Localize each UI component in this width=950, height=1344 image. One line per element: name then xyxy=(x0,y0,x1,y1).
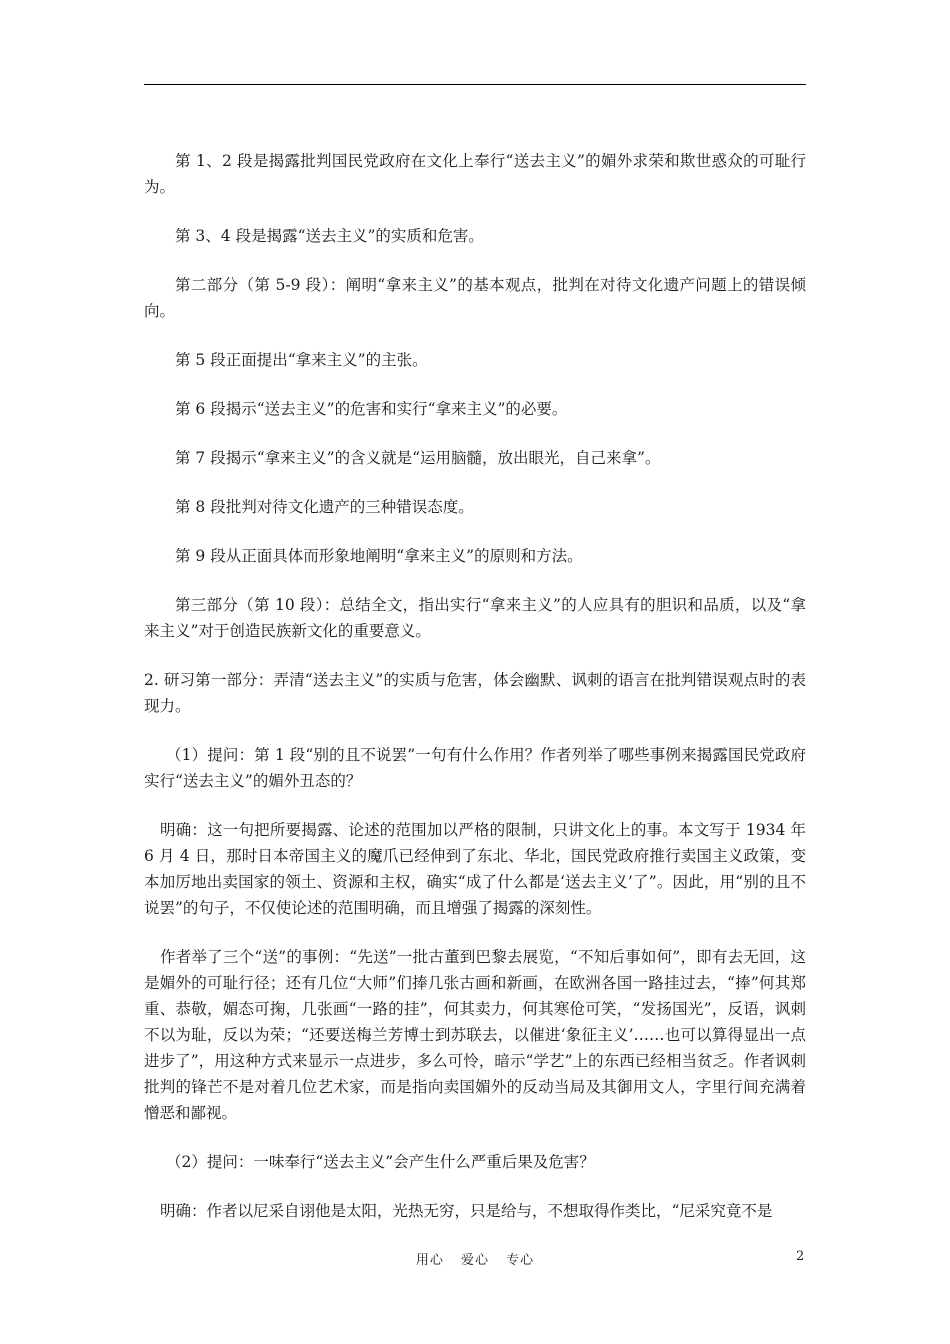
footer-motto-word: 专心 xyxy=(506,1253,535,1268)
paragraph: 第 5 段正面提出“拿来主义”的主张。 xyxy=(175,351,428,369)
paragraph: 第 7 段揭示“拿来主义”的含义就是“运用脑髓，放出眼光，自己来拿”。 xyxy=(175,449,661,467)
paragraph: 第三部分（第 10 段）：总结全文，指出实行“拿来主义”的人应具有的胆识和品质，以及“拿来主义”对于创造民族新文化的重要意义。 xyxy=(144,596,806,640)
footer-motto-word: 爱心 xyxy=(460,1253,489,1268)
question: （1）提问：第 1 段“别的且不说罢”一句有什么作用？作者列举了哪些事例来揭露国民党政府实行“送去主义”的媚外丑态的？ xyxy=(144,746,806,790)
paragraph: 作者举了三个“送”的事例：“先送”一批古董到巴黎去展览，“不知后事如何”，即有去无回，这是媚外的可耻行径；还有几位“大师”们捧几张古画和新画，在欧洲各国一路挂过去，“捧”何其郑重、恭敬，媚态可掬，几张画“一路的挂”，何其卖力，何其寒伧可笑，“发扬国光”，反语，讽刺不以为耻，反以为荣；“还要送梅兰芳博士到苏联去，以催进‘象征主义’……也可以算得显出一点进步了”，用这种方式来显示一点进步，多么可怜，暗示“学艺”上的东西已经相当贫乏。作者讽刺批判的锋芒不是对着几位艺术家，而是指向卖国媚外的反动当局及其御用文人，字里行间充满着憎恶和鄙视。 xyxy=(144,948,806,1122)
paragraph: 第 1、2 段是揭露批判国民党政府在文化上奉行“送去主义”的媚外求荣和欺世惑众的可耻行为。 xyxy=(144,152,806,196)
header-rule xyxy=(144,84,806,85)
paragraph: 第 6 段揭示“送去主义”的危害和实行“拿来主义”的必要。 xyxy=(175,400,568,418)
paragraph: 第 3、4 段是揭露“送去主义”的实质和危害。 xyxy=(175,227,484,245)
paragraph: 第 9 段从正面具体而形象地阐明“拿来主义”的原则和方法。 xyxy=(175,547,583,565)
answer: 明确：作者以尼采自诩他是太阳，光热无穷，只是给与，不想取得作类比，“尼采究竟不是 xyxy=(160,1202,773,1220)
question: （2）提问：一味奉行“送去主义”会产生什么严重后果及危害？ xyxy=(166,1153,595,1171)
paragraph: 第二部分（第 5-9 段）：阐明“拿来主义”的基本观点，批判在对待文化遗产问题上的错误倾向。 xyxy=(144,276,806,320)
footer-motto-word: 用心 xyxy=(415,1253,444,1268)
footer-motto xyxy=(0,1249,950,1268)
document-body xyxy=(144,148,806,1224)
paragraph: 第 8 段批判对待文化遗产的三种错误态度。 xyxy=(175,498,474,516)
answer: 明确：这一句把所要揭露、论述的范围加以严格的限制，只讲文化上的事。本文写于 1934 年 6 月 4 日，那时日本帝国主义的魔爪已经伸到了东北、华北，国民党政府推行卖国主义政策，变本加厉地出卖国家的领土、资源和主权，确实“成了什么都是‘送去主义’了”。因此，用“别的且不说罢”的句子，不仅使论述的范围明确，而且增强了揭露的深刻性。 xyxy=(144,821,806,917)
page-number: 2 xyxy=(796,1249,805,1264)
section-heading: 2. 研习第一部分：弄清“送去主义”的实质与危害，体会幽默、讽刺的语言在批判错误观点时的表现力。 xyxy=(144,671,806,715)
